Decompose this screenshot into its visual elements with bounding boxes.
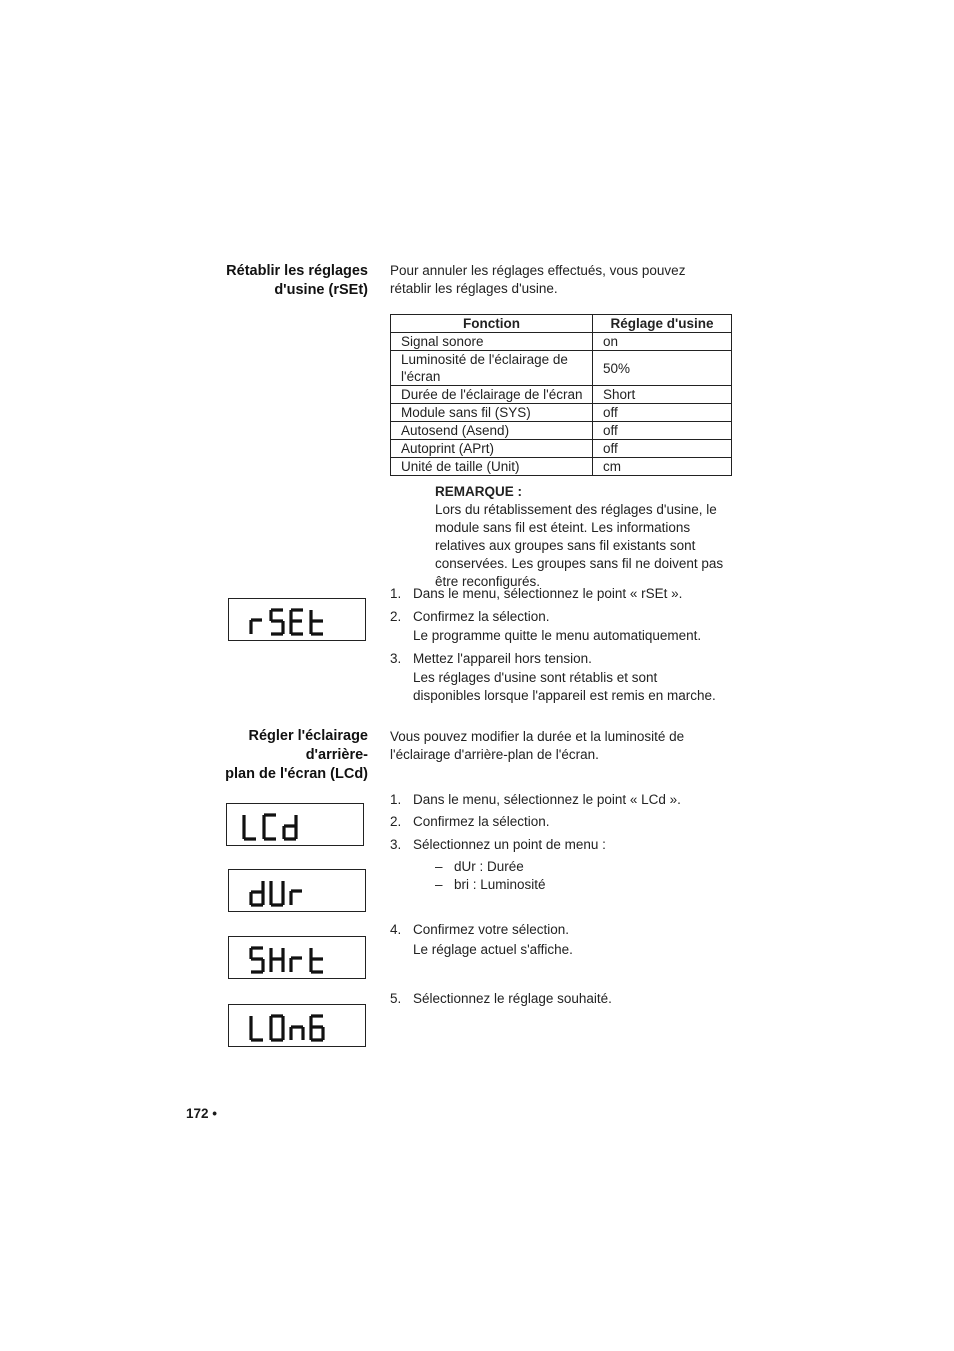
list-item (390, 836, 735, 854)
table-row (391, 333, 732, 351)
table-cell: off (593, 440, 732, 458)
note-line: conservées. Les groupes sans fil ne doivent pas (435, 556, 724, 571)
table-cell: Autosend (Asend) (391, 422, 593, 440)
heading-line: d'arrière- (305, 747, 368, 763)
step-subtext: Le programme quitte le menu automatiquement. (413, 628, 702, 643)
list-item (390, 650, 735, 668)
dash-bullet: – (435, 877, 443, 892)
factory-settings-table (390, 314, 732, 476)
list-item (390, 990, 735, 1008)
reset-intro (390, 262, 735, 298)
menu-point-item (435, 876, 546, 894)
step-number: 1. (390, 586, 402, 601)
table-row (391, 422, 732, 440)
heading-line: plan de l'écran (LCd) (225, 766, 368, 782)
seven-segment-dur (229, 870, 367, 913)
table-row (391, 386, 732, 404)
heading-line: Rétablir les réglages (226, 263, 368, 279)
lcd-display-lcd (226, 803, 364, 846)
step-number: 2. (390, 814, 402, 829)
table-cell: cm (593, 458, 732, 476)
intro-line: l'éclairage d'arrière-plan de l'écran. (390, 747, 599, 762)
subtext-line: disponibles lorsque l'appareil est remis en marche. (413, 688, 716, 703)
step-number: 3. (390, 651, 402, 666)
section-heading-reset (168, 262, 368, 300)
list-item (390, 813, 735, 831)
table-cell: off (593, 422, 732, 440)
step-number: 4. (390, 922, 402, 937)
menu-point-item (435, 858, 524, 876)
lcd-display-long (228, 1004, 366, 1047)
table-cell: Signal sonore (391, 333, 593, 351)
table-cell: Autoprint (APrt) (391, 440, 593, 458)
lcd-intro (390, 728, 735, 764)
step-number: 2. (390, 609, 402, 624)
note-line: Lors du rétablissement des réglages d'usine, le (435, 502, 717, 517)
step-text: Confirmez la sélection. (413, 814, 550, 829)
table-row (391, 404, 732, 422)
header-factory-setting: Réglage d'usine (593, 315, 732, 333)
table-cell: 50% (593, 351, 732, 386)
step-text: Confirmez la sélection. (413, 609, 550, 624)
table-cell: Unité de taille (Unit) (391, 458, 593, 476)
seven-segment-long (229, 1005, 367, 1048)
step-text: Sélectionnez un point de menu : (413, 837, 606, 852)
note-block (435, 483, 735, 591)
note-line: relatives aux groupes sans fil existants sont (435, 538, 696, 553)
seven-segment-lcd (227, 804, 365, 847)
list-item (390, 791, 735, 809)
table-cell: on (593, 333, 732, 351)
lcd-display-shrt (228, 936, 366, 979)
table-cell: off (593, 404, 732, 422)
step-text: Dans le menu, sélectionnez le point « rSEt ». (413, 586, 683, 601)
table-cell: Luminosité de l'éclairage de l'écran (391, 351, 593, 386)
note-line: être reconfigurés. (435, 574, 541, 589)
step-text: Mettez l'appareil hors tension. (413, 651, 592, 666)
heading-line: d'usine (rSEt) (274, 282, 368, 298)
note-line: module sans fil est éteint. Les informations (435, 520, 691, 535)
step-number: 1. (390, 792, 402, 807)
header-function: Fonction (391, 315, 593, 333)
subtext-line: Les réglages d'usine sont rétablis et sont (413, 670, 658, 685)
table-row (391, 458, 732, 476)
intro-line: rétablir les réglages d'usine. (390, 281, 558, 296)
page-number: 172 • (186, 1106, 218, 1121)
section-heading-lcd (168, 727, 368, 784)
lcd-display-rset (228, 598, 366, 641)
menu-point-text: dUr : Durée (454, 859, 524, 874)
table-cell: Short (593, 386, 732, 404)
step-subtext (413, 669, 733, 705)
table-header-row (391, 315, 732, 333)
step-text: Sélectionnez le réglage souhaité. (413, 991, 612, 1006)
table-cell: Module sans fil (SYS) (391, 404, 593, 422)
table-cell: Durée de l'éclairage de l'écran (391, 386, 593, 404)
step-text: Confirmez votre sélection. (413, 922, 570, 937)
seven-segment-rset (229, 599, 367, 642)
intro-line: Vous pouvez modifier la durée et la luminosité de (390, 729, 685, 744)
list-item (390, 921, 735, 939)
table-row (391, 440, 732, 458)
step-number: 5. (390, 991, 402, 1006)
step-number: 3. (390, 837, 402, 852)
dash-bullet: – (435, 859, 443, 874)
list-item (390, 585, 735, 603)
step-text: Dans le menu, sélectionnez le point « LCd ». (413, 792, 681, 807)
lcd-display-dur (228, 869, 366, 912)
intro-line: Pour annuler les réglages effectués, vous pouvez (390, 263, 686, 278)
menu-point-text: bri : Luminosité (454, 877, 546, 892)
seven-segment-shrt (229, 937, 367, 980)
note-title: REMARQUE : (435, 484, 522, 499)
step-subtext: Le réglage actuel s'affiche. (413, 942, 573, 957)
heading-line: Régler l'éclairage (248, 728, 368, 744)
list-item (390, 608, 735, 626)
table-row (391, 351, 732, 386)
